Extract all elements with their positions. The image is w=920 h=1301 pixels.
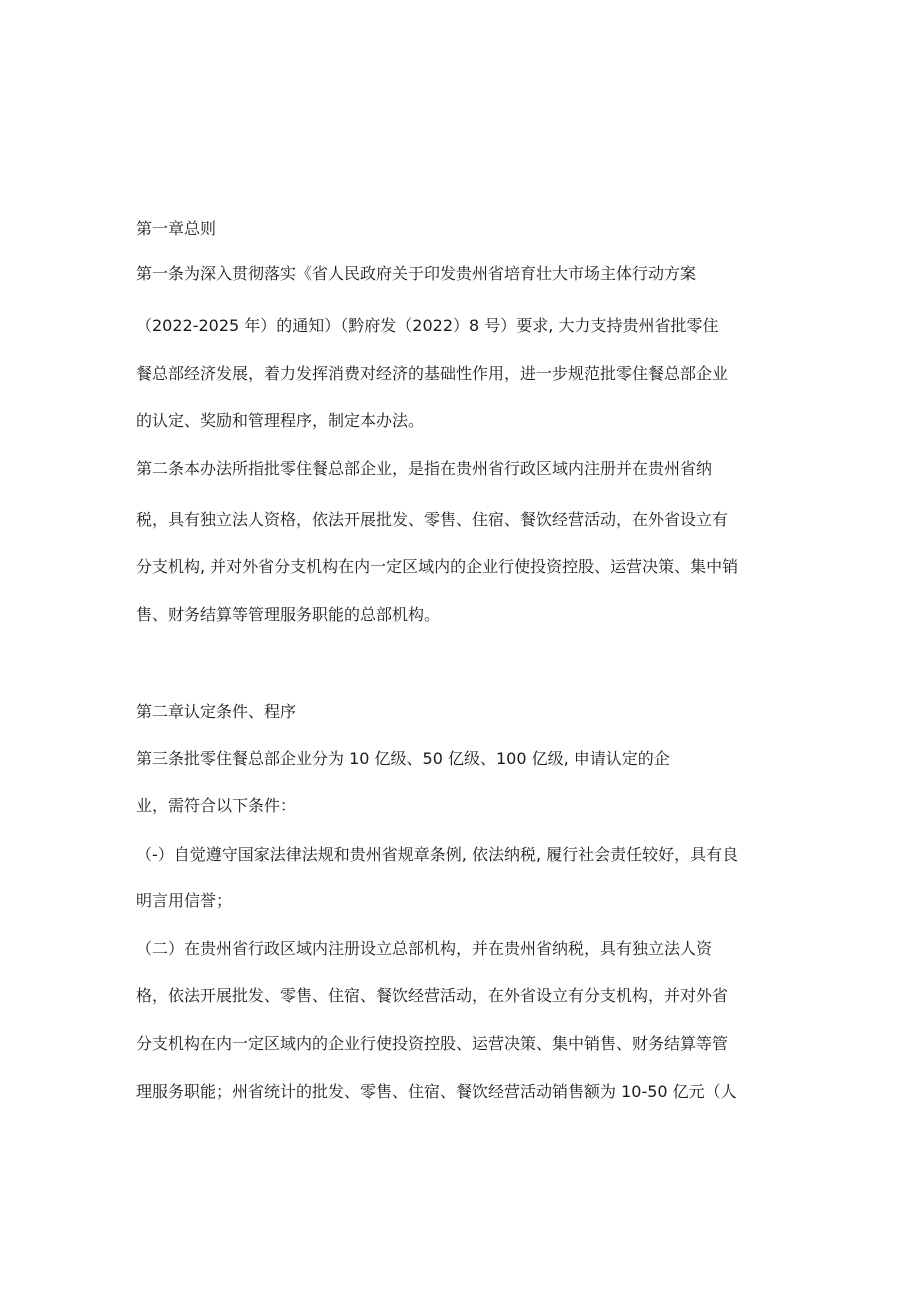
article-1-line-2: （2022-2025 年）的通知）（黔府发（2022）8 号）要求, 大力支持贵州省批零住 <box>136 316 719 335</box>
article-1-line-3: 餐总部经济发展，着力发挥消费对经济的基础性作用，进一步规范批零住餐总部企业 <box>136 364 729 383</box>
item-2-line-2: 格，依法开展批发、零售、住宿、餐饮经营活动，在外省设立有分支机构，并对外省 <box>136 986 729 1005</box>
article-2-line-3: 分支机构, 并对外省分支机构在内一定区域内的企业行使投资控股、运营决策、集中销 <box>136 557 739 576</box>
item-2-line-3: 分支机构在内一定区域内的企业行使投资控股、运营决策、集中销售、财务结算等管 <box>136 1034 729 1053</box>
item-1-line-1: （-）自觉遵守国家法律法规和贵州省规章条例, 依法纳税, 履行社会责任较好，具有良 <box>136 845 739 864</box>
item-2-line-1: （二）在贵州省行政区域内注册设立总部机构，并在贵州省纳税，具有独立法人资 <box>136 939 713 958</box>
article-3-line-1: 第三条批零住餐总部企业分为 10 亿级、50 亿级、100 亿级, 申请认定的企 <box>136 749 670 768</box>
article-2-line-4: 售、财务结算等管理服务职能的总部机构。 <box>136 605 441 624</box>
item-2-line-4: 理服务职能；州省统计的批发、零售、住宿、餐饮经营活动销售额为 10-50 亿元（人 <box>136 1082 737 1101</box>
item-1-line-2: 明言用信誉； <box>136 891 233 910</box>
article-3-line-2: 业，需符合以下条件： <box>136 796 297 815</box>
article-1-line-4: 的认定、奖励和管理程序，制定本办法。 <box>136 411 425 430</box>
article-2-line-2: 税，具有独立法人资格，依法开展批发、零售、住宿、餐饮经营活动，在外省设立有 <box>136 510 729 529</box>
article-2-line-1: 第二条本办法所指批零住餐总部企业，是指在贵州省行政区域内注册并在贵州省纳 <box>136 459 713 478</box>
chapter-2-heading: 第二章认定条件、程序 <box>136 702 297 721</box>
article-1-line-1: 第一条为深入贯彻落实《省人民政府关于印发贵州省培育壮大市场主体行动方案 <box>136 264 697 283</box>
chapter-1-heading: 第一章总则 <box>136 219 217 238</box>
